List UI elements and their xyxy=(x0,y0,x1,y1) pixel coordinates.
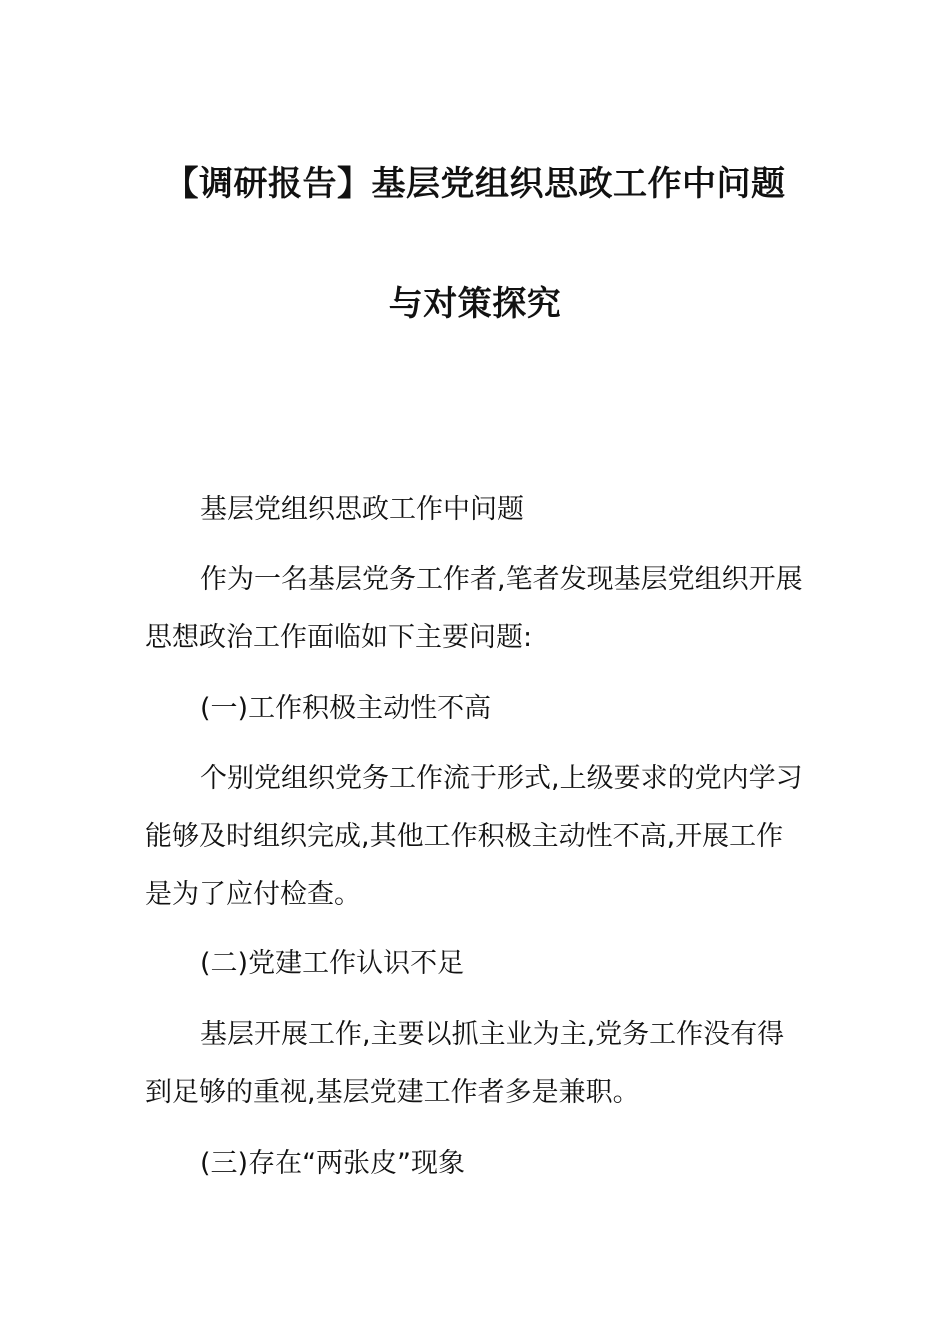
subsection-2-paragraph: 基层开展工作,主要以抓主业为主,党务工作没有得到足够的重视,基层党建工作者多是兼职。 xyxy=(145,1019,785,1108)
subsection-1-heading: (一)工作积极主动性不高 xyxy=(200,693,492,724)
intro-paragraph: 作为一名基层党务工作者,笔者发现基层党组织开展思想政治工作面临如下主要问题: xyxy=(145,564,803,653)
section-heading: 基层党组织思政工作中问题 xyxy=(200,494,524,525)
document-title-line-1: 【调研报告】基层党组织思政工作中问题 xyxy=(164,164,786,204)
subsection-1-paragraph: 个别党组织党务工作流于形式,上级要求的党内学习能够及时组织完成,其他工作积极主动性不高,开展工作是为了应付检查。 xyxy=(145,763,803,910)
subsection-3-heading: (三)存在“两张皮”现象 xyxy=(200,1148,466,1179)
subsection-2-heading: (二)党建工作认识不足 xyxy=(200,948,465,979)
document-title-line-2: 与对策探究 xyxy=(388,284,562,324)
